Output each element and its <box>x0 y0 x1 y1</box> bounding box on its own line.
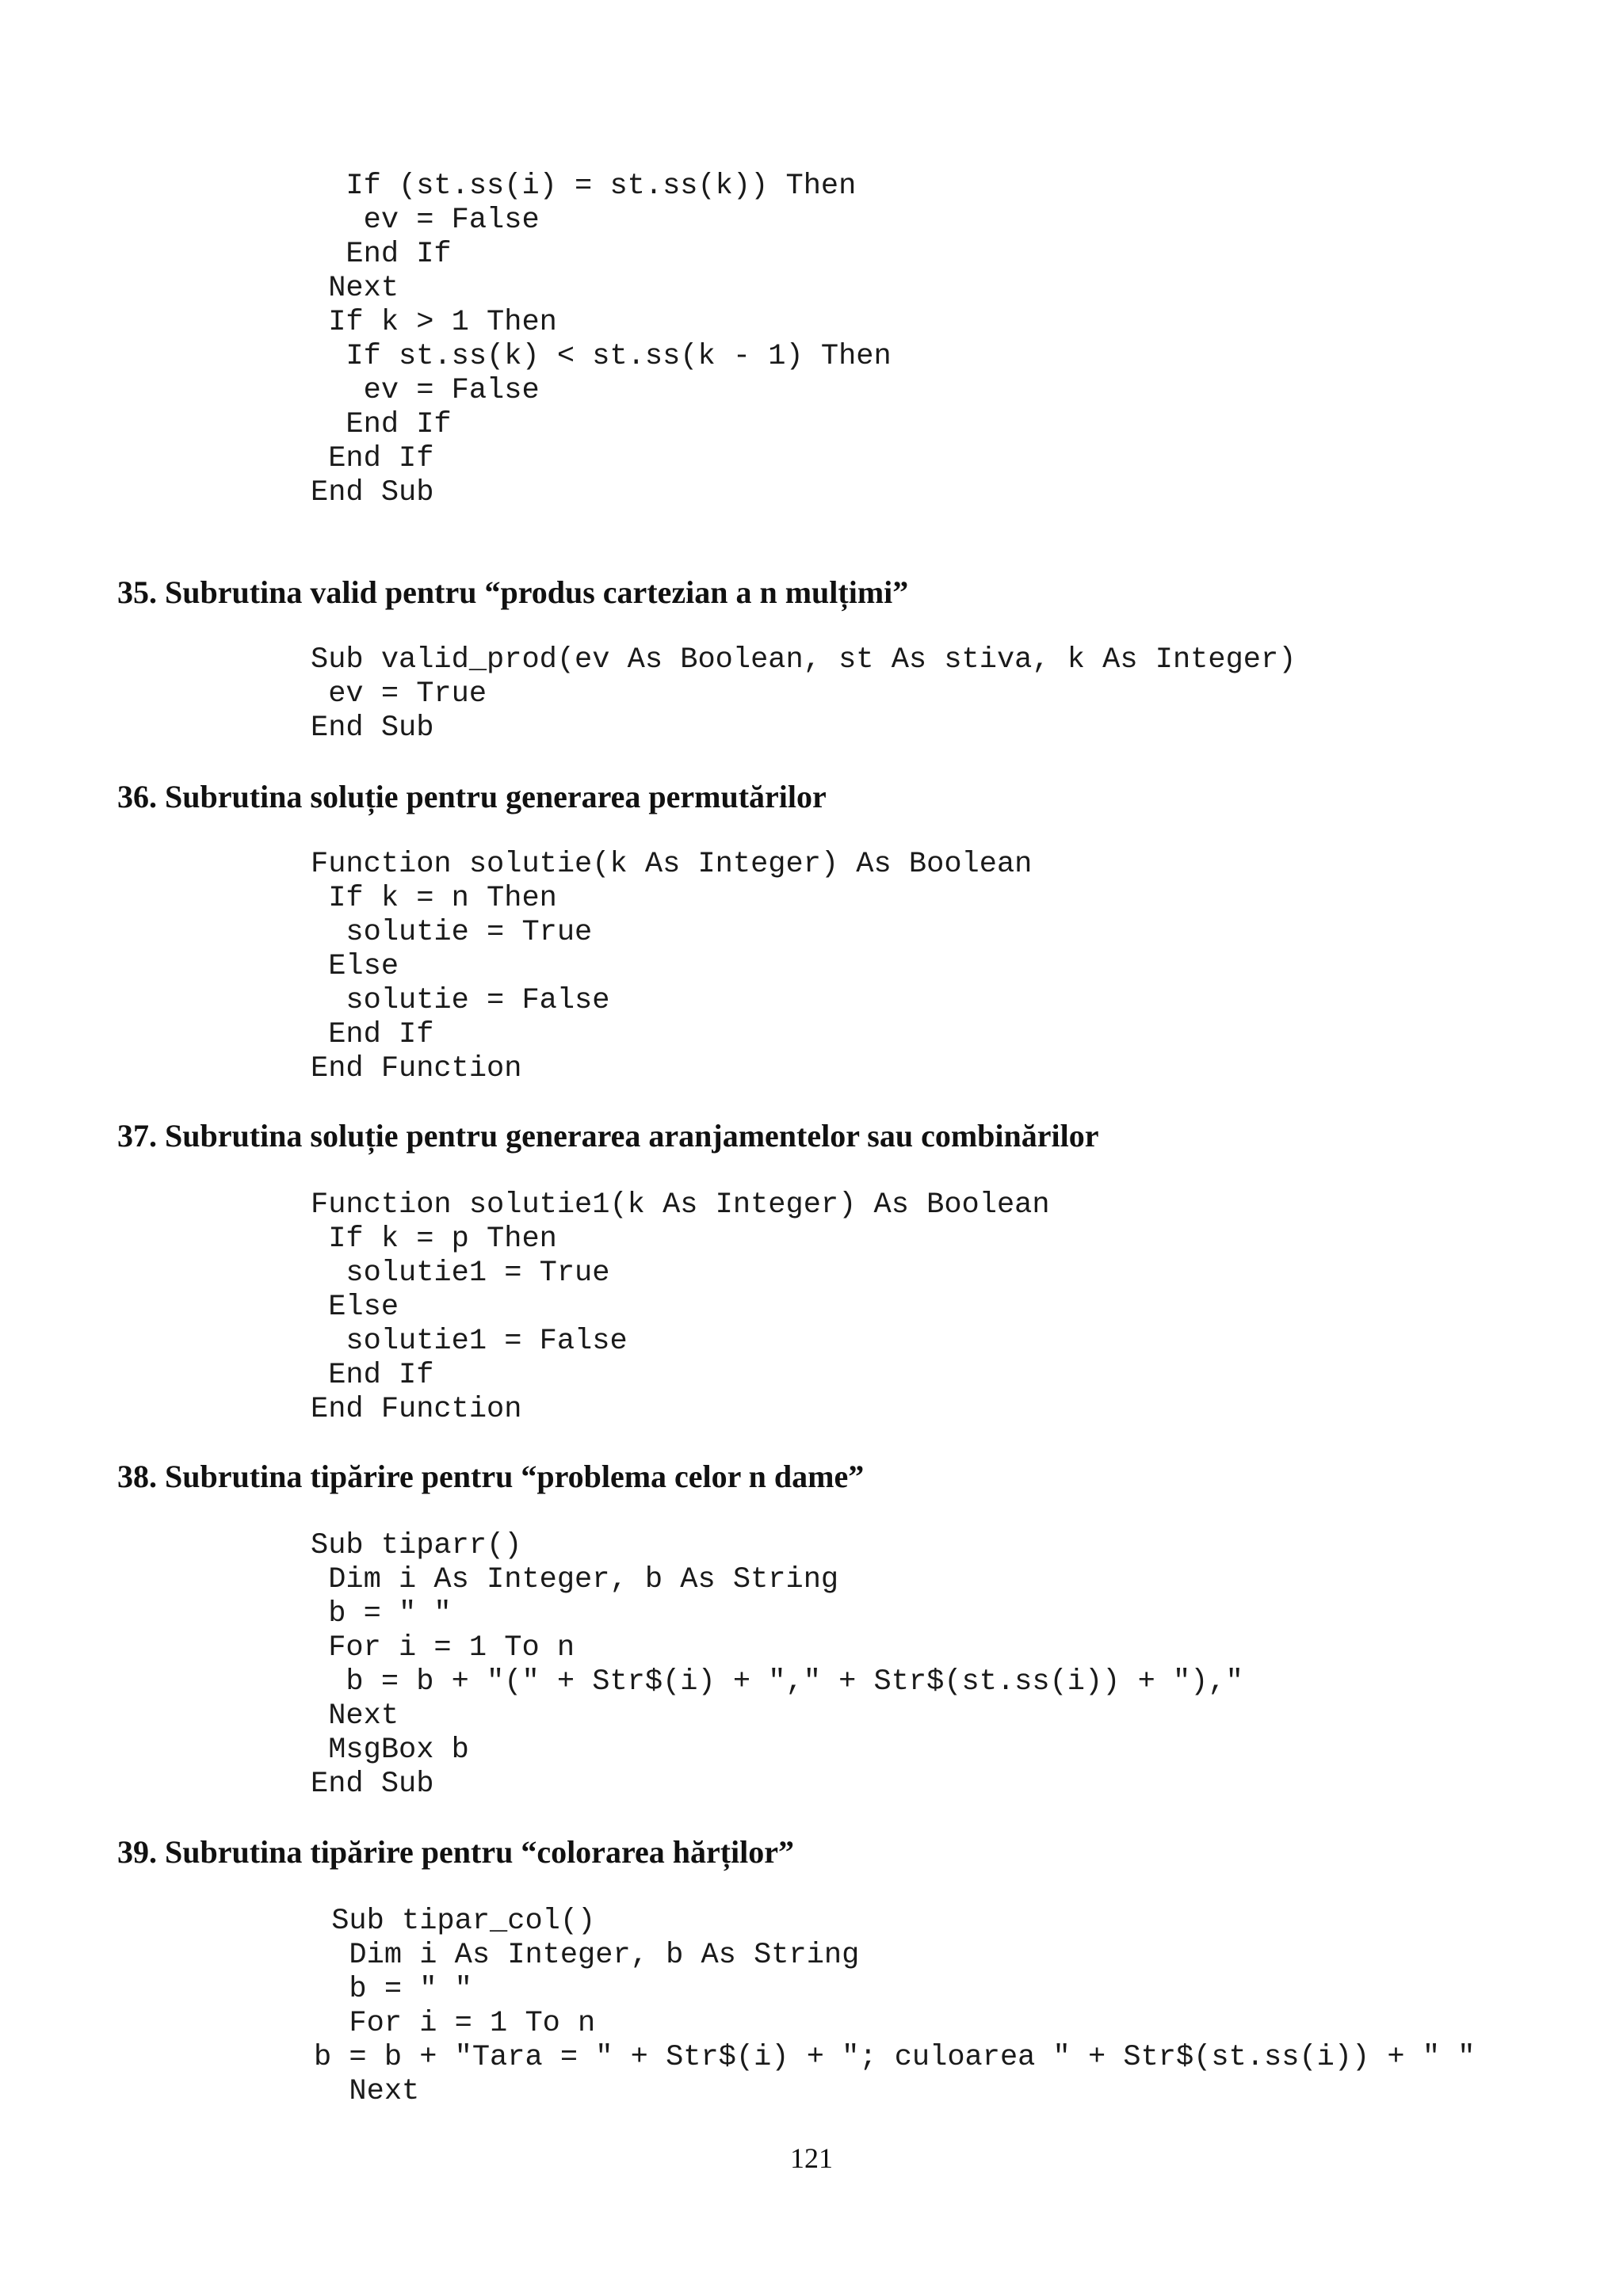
code-block-valid-prod: Sub valid_prod(ev As Boolean, st As stiva, k As Integer) ev = True End Sub <box>311 643 1296 745</box>
section-heading-36: 36. Subrutina soluție pentru generarea permutărilor <box>117 779 827 814</box>
section-heading-37: 37. Subrutina soluție pentru generarea aranjamentelor sau combinărilor <box>117 1118 1099 1154</box>
code-block-tipar-col: Sub tipar_col() Dim i As Integer, b As String b = " " For i = 1 To n b = b + "Tara = " + Str$(i) + "; culoarea " + Str$(st.ss(i)) + " " Next <box>314 1905 1476 2108</box>
code-block-solutie1: Function solutie1(k As Integer) As Boolean If k = p Then solutie1 = True Else solutie1 = False End If End Function <box>311 1188 1050 1426</box>
page-number: 121 <box>790 2142 833 2174</box>
section-heading-35: 35. Subrutina valid pentru “produs cartezian a n mulțimi” <box>117 574 909 610</box>
code-block-solutie: Function solutie(k As Integer) As Boolean If k = n Then solutie = True Else solutie = False End If End Function <box>311 848 1033 1085</box>
code-block-tiparr: Sub tiparr() Dim i As Integer, b As String b = " " For i = 1 To n b = b + "(" + Str$(i) + "," + Str$(st.ss(i)) + ")," Next MsgBox b End Sub <box>311 1529 1243 1801</box>
code-block-validation-end: If (st.ss(i) = st.ss(k)) Then ev = False End If Next If k > 1 Then If st.ss(k) < st.ss(k - 1) Then ev = False End If End If End Sub <box>311 170 892 509</box>
section-heading-38: 38. Subrutina tipărire pentru “problema celor n dame” <box>117 1459 865 1494</box>
section-heading-39: 39. Subrutina tipărire pentru “colorarea hărților” <box>117 1834 795 1870</box>
